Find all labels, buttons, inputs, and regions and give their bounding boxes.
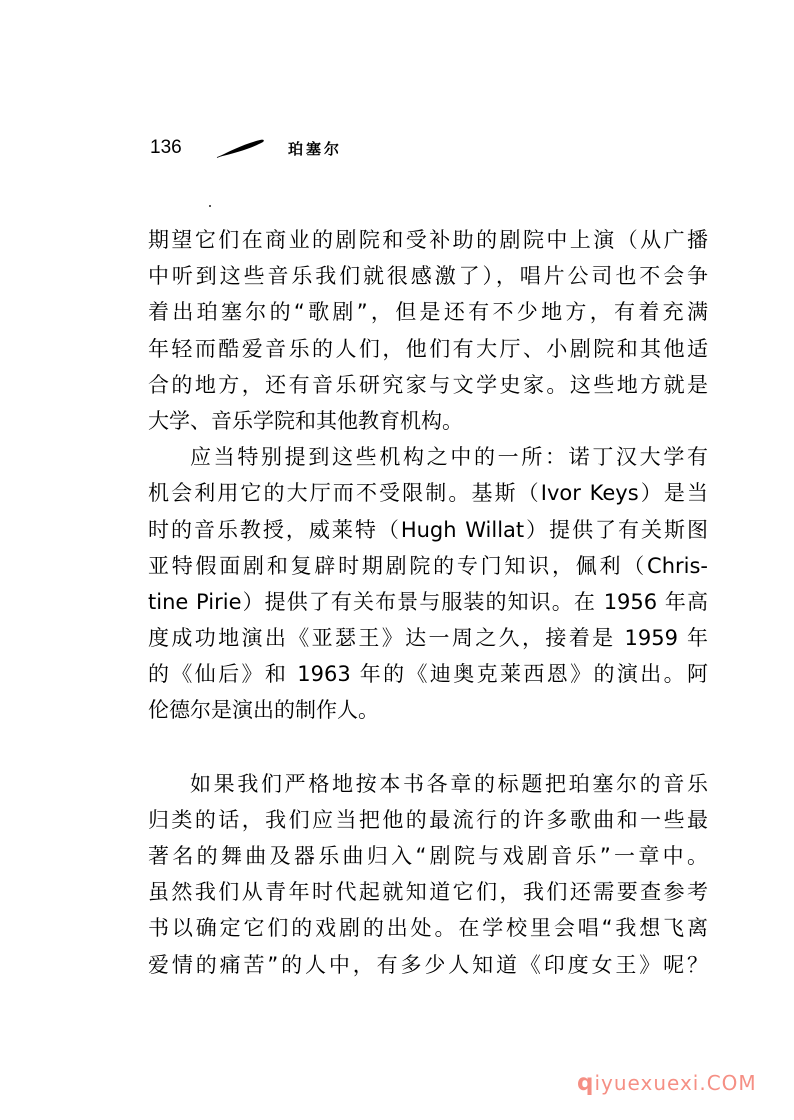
text-line: 归类的话，我们应当把他的最流行的许多歌曲和一些最	[148, 807, 708, 832]
text-line: 应当特别提到这些机构之中的一所：诺丁汉大学有	[190, 445, 708, 470]
watermark	[577, 1070, 757, 1096]
text-line: 大学、音乐学院和其他教育机构。	[148, 408, 463, 433]
section-gap	[148, 729, 708, 766]
text-line: 着出珀塞尔的“歌剧”，但是还有不少地方，有着充满	[148, 300, 708, 325]
text-line: 书以确定它们的戏剧的出处。在学校里会唱“我想飞离	[148, 916, 708, 941]
page-header	[150, 133, 342, 163]
paragraph-1	[148, 222, 708, 439]
page-number: 136	[150, 137, 182, 158]
watermark-first-letter: q	[577, 1070, 595, 1096]
text-line: 度成功地演出《亚瑟王》达一周之久，接着是 1959 年	[148, 626, 708, 651]
text-line: 著名的舞曲及器乐曲归入“剧院与戏剧音乐”一章中。	[148, 844, 708, 868]
text-line: 机会利用它的大厅而不受限制。基斯（Ivor Keys）是当	[148, 481, 708, 506]
text-line: 中听到这些音乐我们就很感激了），唱片公司也不会争	[148, 264, 708, 289]
watermark-text: iyuexuexi.COM	[594, 1071, 757, 1095]
paragraph-2	[148, 439, 708, 729]
body-text	[148, 222, 708, 983]
text-line: 伦德尔是演出的制作人。	[148, 698, 379, 723]
text-line: 年轻而酷爱音乐的人们，他们有大厅、小剧院和其他适	[148, 336, 708, 361]
scan-speck	[209, 205, 211, 207]
quill-pen-icon	[216, 138, 266, 158]
text-line: 合的地方，还有音乐研究家与文学史家。这些地方就是	[148, 372, 708, 397]
paragraph-3	[148, 766, 708, 983]
text-line: tine Pirie）提供了有关布景与服装的知识。在 1956 年高	[148, 589, 708, 614]
text-line: 的《仙后》和 1963 年的《迪奥克莱西恩》的演出。阿	[148, 662, 708, 687]
text-line: 时的音乐教授，威莱特（Hugh Willat）提供了有关斯图	[148, 517, 708, 542]
text-line: 虽然我们从青年时代起就知道它们，我们还需要查参考	[148, 880, 708, 905]
text-line: 期望它们在商业的剧院和受补助的剧院中上演（从广播	[148, 228, 708, 252]
running-title: 珀塞尔	[288, 139, 343, 158]
text-line: 如果我们严格地按本书各章的标题把珀塞尔的音乐	[190, 771, 708, 796]
text-line: 亚特假面剧和复辟时期剧院的专门知识，佩利（Chris-	[148, 553, 708, 578]
text-line: 爱情的痛苦”的人中，有多少人知道《印度女王》呢？	[148, 952, 708, 977]
